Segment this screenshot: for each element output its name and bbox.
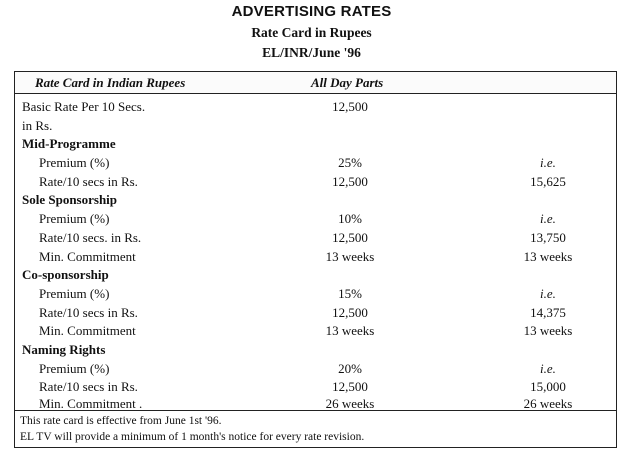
cell-all-day-parts: 15% xyxy=(338,286,362,301)
effective-date-note: This rate card is effective from June 1st '96. xyxy=(20,415,222,427)
column-header-all-day-parts: All Day Parts xyxy=(311,75,384,90)
row-label: in Rs. xyxy=(22,118,53,133)
cell-all-day-parts: 26 weeks xyxy=(325,396,375,411)
footer-notes xyxy=(15,410,616,445)
cell-equivalent: 13,750 xyxy=(530,230,566,245)
row-label: Min. Commitment . xyxy=(39,396,143,411)
cell-equivalent: i.e. xyxy=(540,286,556,301)
table-row xyxy=(15,379,616,397)
section-row xyxy=(15,192,616,210)
table-row xyxy=(15,155,616,173)
cell-all-day-parts: 12,500 xyxy=(332,305,368,320)
cell-equivalent: 13 weeks xyxy=(523,323,573,338)
table-row xyxy=(15,286,616,304)
table-row xyxy=(15,174,616,192)
rate-card-table xyxy=(14,71,617,448)
table-header xyxy=(15,72,616,94)
section-title: Naming Rights xyxy=(22,342,106,357)
row-label: Rate/10 secs in Rs. xyxy=(39,379,138,394)
cell-all-day-parts: 13 weeks xyxy=(325,249,375,264)
table-row xyxy=(15,230,616,248)
section-title: Mid-Programme xyxy=(22,136,116,151)
cell-all-day-parts: 12,500 xyxy=(332,230,368,245)
section-title: Sole Sponsorship xyxy=(22,192,118,207)
cell-all-day-parts: 13 weeks xyxy=(325,323,375,338)
cell-all-day-parts: 20% xyxy=(338,361,362,376)
cell-all-day-parts: 10% xyxy=(338,211,362,226)
row-label: Premium (%) xyxy=(39,155,110,170)
table-row xyxy=(15,323,616,341)
cell-equivalent: 14,375 xyxy=(530,305,566,320)
rate-revision-note: EL TV will provide a minimum of 1 month's notice for every rate revision. xyxy=(20,431,365,443)
row-label: Rate/10 secs in Rs. xyxy=(39,305,138,320)
column-header-rate-card: Rate Card in Indian Rupees xyxy=(35,75,186,90)
row-label: Min. Commitment xyxy=(39,249,136,264)
cell-equivalent: i.e. xyxy=(540,155,556,170)
table-row xyxy=(15,118,616,136)
cell-equivalent: i.e. xyxy=(540,211,556,226)
section-row xyxy=(15,267,616,285)
section-row xyxy=(15,136,616,154)
row-label: Rate/10 secs in Rs. xyxy=(39,174,138,189)
row-label: Premium (%) xyxy=(39,361,110,376)
cell-equivalent: 15,000 xyxy=(530,379,566,394)
cell-equivalent: i.e. xyxy=(540,361,556,376)
row-label: Premium (%) xyxy=(39,286,110,301)
document-subtitle: Rate Card in Rupees xyxy=(251,25,372,40)
table-row xyxy=(15,249,616,267)
document-title: ADVERTISING RATES xyxy=(231,3,392,20)
document-reference: EL/INR/June '96 xyxy=(262,45,361,60)
table-row xyxy=(15,305,616,323)
cell-all-day-parts: 12,500 xyxy=(332,174,368,189)
cell-equivalent: 13 weeks xyxy=(523,249,573,264)
row-label: Rate/10 secs. in Rs. xyxy=(39,230,142,245)
cell-equivalent: 15,625 xyxy=(530,174,566,189)
section-row xyxy=(15,342,616,360)
cell-all-day-parts: 25% xyxy=(338,155,362,170)
cell-all-day-parts: 12,500 xyxy=(332,99,368,114)
table-row xyxy=(15,99,616,117)
cell-equivalent: 26 weeks xyxy=(523,396,573,411)
table-row xyxy=(15,211,616,229)
table-row xyxy=(15,361,616,379)
row-label: Basic Rate Per 10 Secs. xyxy=(22,99,146,114)
row-label: Premium (%) xyxy=(39,211,110,226)
section-title: Co-sponsorship xyxy=(22,267,109,282)
row-label: Min. Commitment xyxy=(39,323,136,338)
cell-all-day-parts: 12,500 xyxy=(332,379,368,394)
